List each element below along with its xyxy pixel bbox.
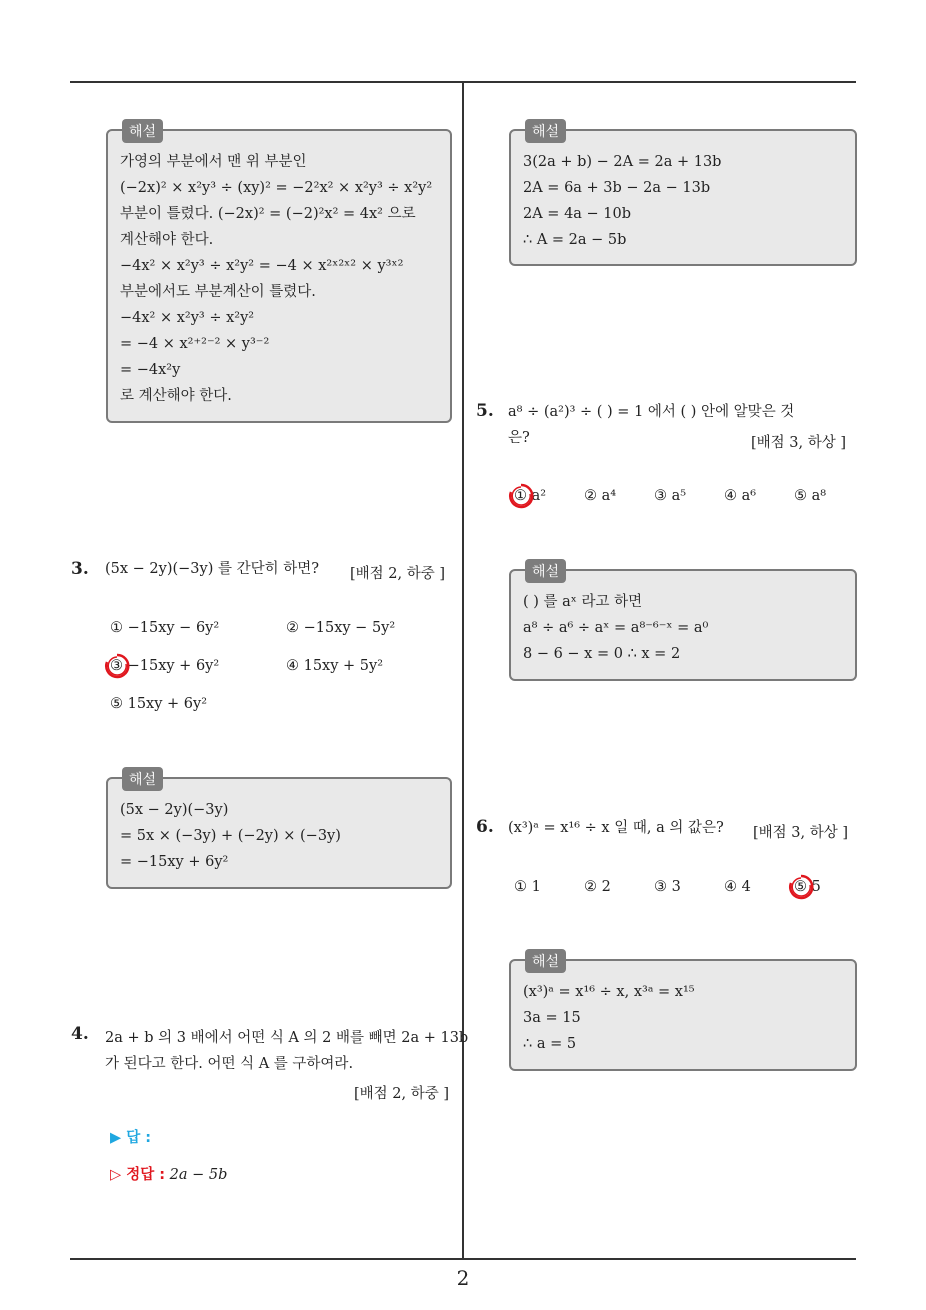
explanation-line: ( ) 를 aˣ 라고 하면 xyxy=(523,594,643,610)
explanation-line: ∴ a = 5 xyxy=(523,1036,577,1052)
question-5-score: [배점 3, 하상 ] xyxy=(751,435,847,451)
explanation-line: 계산해야 한다. xyxy=(120,232,214,248)
explanation-box-6 xyxy=(509,954,857,1071)
question-3-text: (5x − 2y)(−3y) 를 간단히 하면? xyxy=(105,561,320,577)
question-5-choice-4[interactable]: ④ a⁶ xyxy=(724,488,757,504)
question-3-choice-5[interactable]: ⑤ 15xy + 6y² xyxy=(110,696,208,712)
explanation-line: 3(2a + b) − 2A = 2a + 13b xyxy=(523,154,722,170)
selected-answer-mark xyxy=(507,482,535,510)
explanation-line: 3a = 15 xyxy=(523,1010,581,1026)
explanation-line: 부분에서도 부분계산이 틀렸다. xyxy=(120,284,316,300)
explanation-tag: 해설 xyxy=(122,767,163,791)
question-3-choice-2[interactable]: ② −15xy − 5y² xyxy=(286,620,396,636)
question-4-number: 4. xyxy=(71,1024,89,1044)
explanation-line: 부분이 틀렸다. (−2x)² = (−2)²x² = 4x² 으로 xyxy=(120,206,416,222)
question-6-number: 6. xyxy=(476,817,494,837)
question-6-choice-5[interactable]: ⑤ 5 xyxy=(794,879,821,895)
question-5-choice-2[interactable]: ② a⁴ xyxy=(584,488,617,504)
explanation-box-3 xyxy=(106,772,452,889)
explanation-line: 2A = 4a − 10b xyxy=(523,206,632,222)
explanation-line: = 5x × (−3y) + (−2y) × (−3y) xyxy=(120,828,341,844)
question-5-number: 5. xyxy=(476,401,494,421)
explanation-tag: 해설 xyxy=(122,119,163,143)
explanation-line: a⁸ ÷ a⁶ ÷ aˣ = a⁸⁻⁶⁻ˣ = a⁰ xyxy=(523,620,709,636)
correct-answer-value: 2a − 5b xyxy=(169,1167,228,1183)
question-3-number: 3. xyxy=(71,559,89,579)
question-4-text-line: 가 된다고 한다. 어떤 식 A 를 구하여라. xyxy=(105,1056,354,1072)
explanation-line: = −4 × x²⁺²⁻² × y³⁻² xyxy=(120,336,270,352)
explanation-box-5 xyxy=(509,564,857,681)
explanation-line: 가영의 부분에서 맨 위 부분인 xyxy=(120,154,307,170)
explanation-line: (5x − 2y)(−3y) xyxy=(120,802,229,818)
explanation-line: 2A = 6a + 3b − 2a − 13b xyxy=(523,180,711,196)
selected-answer-mark xyxy=(787,873,815,901)
question-6-score: [배점 3, 하상 ] xyxy=(753,825,849,841)
question-6-choice-2[interactable]: ② 2 xyxy=(584,879,611,895)
explanation-box-4 xyxy=(509,124,857,266)
column-divider xyxy=(462,82,464,1259)
explanation-line: (x³)ᵃ = x¹⁶ ÷ x, x³ᵃ = x¹⁵ xyxy=(523,984,695,1000)
explanation-line: ∴ A = 2a − 5b xyxy=(523,232,627,248)
question-3-score: [배점 2, 하중 ] xyxy=(350,566,446,582)
bottom-rule xyxy=(70,1258,856,1260)
question-4-text-line: 2a + b 의 3 배에서 어떤 식 A 의 2 배를 빼면 2a + 13b xyxy=(105,1030,469,1046)
question-6-choice-3[interactable]: ③ 3 xyxy=(654,879,681,895)
explanation-tag: 해설 xyxy=(525,119,566,143)
explanation-line: −4x² × x²y³ ÷ x²y² xyxy=(120,310,255,326)
question-3-choice-4[interactable]: ④ 15xy + 5y² xyxy=(286,658,384,674)
correct-answer-label: ▷ 정답 : xyxy=(110,1167,166,1183)
explanation-line: 8 − 6 − x = 0 ∴ x = 2 xyxy=(523,646,681,662)
question-4-score: [배점 2, 하중 ] xyxy=(354,1086,450,1102)
question-5-choice-3[interactable]: ③ a⁵ xyxy=(654,488,687,504)
question-6-choice-1[interactable]: ① 1 xyxy=(514,879,541,895)
answer-input-label[interactable]: ▶ 답 : xyxy=(110,1130,152,1146)
explanation-line: = −4x²y xyxy=(120,362,181,378)
explanation-tag: 해설 xyxy=(525,949,566,973)
page-number: 2 xyxy=(456,1266,470,1290)
question-5-choice-5[interactable]: ⑤ a⁸ xyxy=(794,488,827,504)
explanation-line: 로 계산해야 한다. xyxy=(120,388,232,404)
question-3-choice-3[interactable]: ③ −15xy + 6y² xyxy=(110,658,220,674)
explanation-line: −4x² × x²y³ ÷ x²y² = −4 × x²ˣ²ˣ² × y³ˣ² xyxy=(120,258,404,274)
question-5-text-line: a⁸ ÷ (a²)³ ÷ ( ) = 1 에서 ( ) 안에 알맞은 것 xyxy=(508,404,795,420)
question-5-choice-1[interactable]: ① a² xyxy=(514,488,547,504)
explanation-line: = −15xy + 6y² xyxy=(120,854,229,870)
explanation-tag: 해설 xyxy=(525,559,566,583)
explanation-box-2 xyxy=(106,124,452,423)
question-5-text-line: 은? xyxy=(508,430,530,446)
explanation-line: (−2x)² × x²y³ ÷ (xy)² = −2²x² × x²y³ ÷ x²y² xyxy=(120,180,433,196)
question-6-choice-4[interactable]: ④ 4 xyxy=(724,879,751,895)
selected-answer-mark xyxy=(103,652,131,680)
question-6-text: (x³)ᵃ = x¹⁶ ÷ x 일 때, a 의 값은? xyxy=(508,820,724,836)
question-3-choice-1[interactable]: ① −15xy − 6y² xyxy=(110,620,220,636)
correct-answer xyxy=(110,1163,227,1184)
